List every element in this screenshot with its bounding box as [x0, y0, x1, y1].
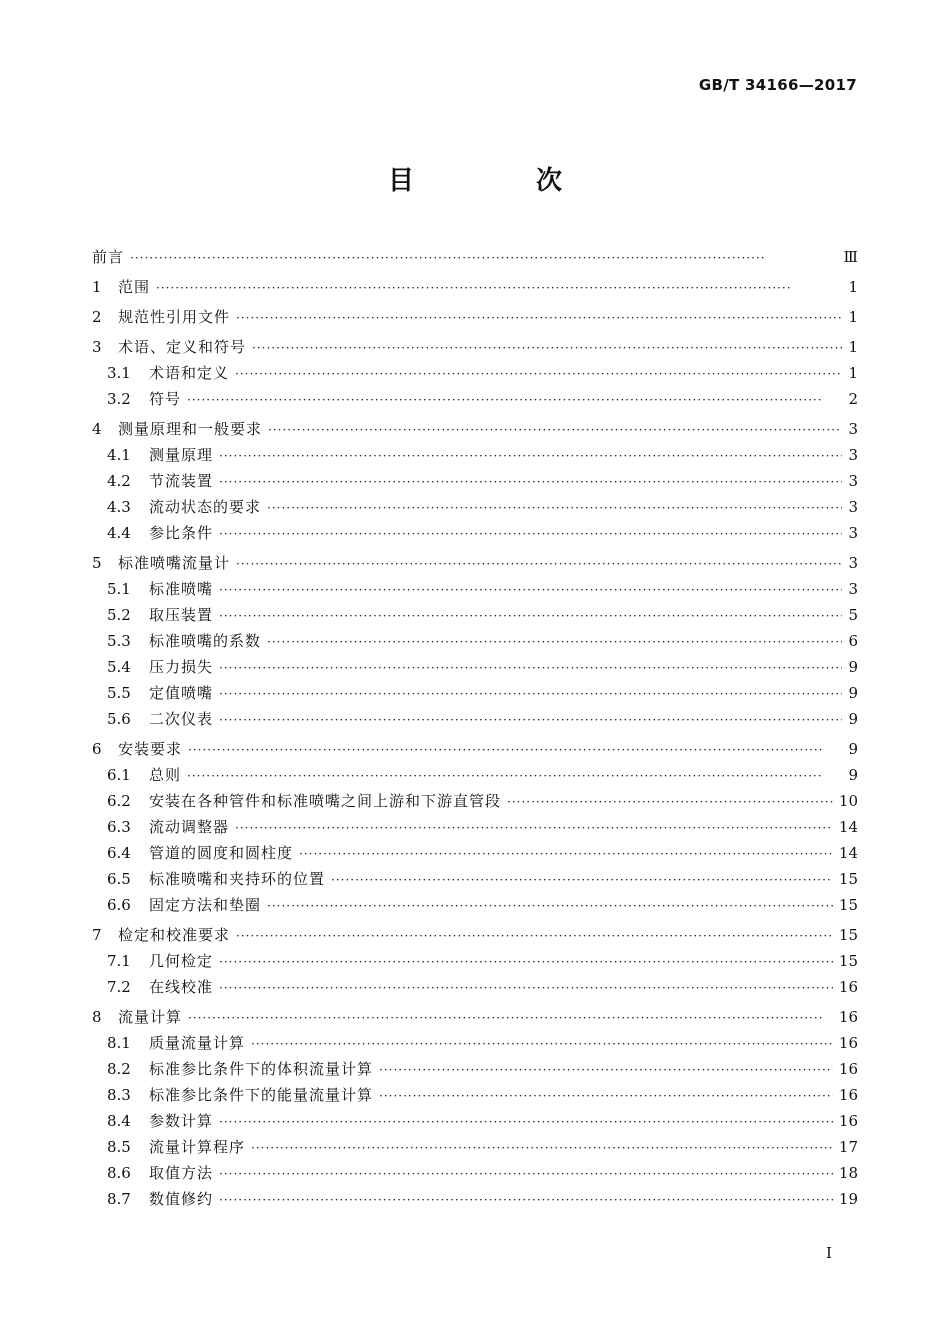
toc-entry[interactable] — [92, 304, 858, 330]
toc-entry-number: 3.2 — [107, 390, 131, 408]
toc-entry-label: 总则 — [149, 766, 182, 784]
toc-entry-page: 3 — [848, 446, 858, 464]
toc-entry-label: 固定方法和垫圈 — [149, 896, 262, 914]
toc-entry-number: 6 — [92, 740, 102, 758]
toc-entry-number: 8.1 — [107, 1034, 131, 1052]
toc-leader-dots — [219, 655, 842, 681]
toc-entry[interactable] — [92, 520, 858, 546]
toc-entry-page: 1 — [848, 338, 858, 356]
toc-entry-label: 术语、定义和符号 — [118, 338, 247, 356]
toc-leader-dots — [156, 275, 842, 301]
toc-entry-page: 14 — [838, 818, 858, 836]
toc-entry-number: 8.3 — [107, 1086, 131, 1104]
toc-entry-label: 数值修约 — [149, 1190, 214, 1208]
toc-entry[interactable] — [92, 1082, 858, 1108]
toc-entry-page: 3 — [848, 472, 858, 490]
toc-entry[interactable] — [92, 360, 858, 386]
toc-leader-dots — [219, 469, 842, 495]
toc-entry[interactable] — [92, 1134, 858, 1160]
toc-entry[interactable] — [92, 386, 858, 412]
toc-entry-label: 二次仪表 — [149, 710, 214, 728]
toc-entry[interactable] — [92, 416, 858, 442]
toc-entry[interactable] — [92, 628, 858, 654]
toc-leader-dots — [219, 975, 833, 1001]
toc-entry-label: 标准喷嘴的系数 — [149, 632, 262, 650]
toc-entry-number: 4.2 — [107, 472, 131, 490]
toc-entry-number: 8 — [92, 1008, 102, 1026]
toc-entry-number: 3 — [92, 338, 102, 356]
toc-entry-number: 8.2 — [107, 1060, 131, 1078]
toc-entry[interactable] — [92, 602, 858, 628]
toc-leader-dots — [507, 789, 833, 815]
toc-entry-label: 参数计算 — [149, 1112, 214, 1130]
toc-entry-page: Ⅲ — [843, 248, 858, 266]
toc-entry-number: 7.1 — [107, 952, 131, 970]
toc-entry-label: 标准参比条件下的能量流量计算 — [149, 1086, 374, 1104]
toc-entry[interactable] — [92, 974, 858, 1000]
toc-entry-label: 标准喷嘴 — [149, 580, 214, 598]
toc-entry-label: 术语和定义 — [149, 364, 230, 382]
toc-entry-number: 5.5 — [107, 684, 131, 702]
toc-entry[interactable] — [92, 1004, 858, 1030]
toc-leader-dots — [219, 707, 842, 733]
toc-leader-dots — [219, 949, 833, 975]
toc-entry[interactable] — [92, 550, 858, 576]
toc-entry-number: 6.2 — [107, 792, 131, 810]
toc-entry[interactable] — [92, 788, 858, 814]
toc-entry-page: 2 — [848, 390, 858, 408]
toc-entry-page: 14 — [838, 844, 858, 862]
toc-entry-page: 6 — [848, 632, 858, 650]
toc-entry[interactable] — [92, 948, 858, 974]
toc-entry-label: 压力损失 — [149, 658, 214, 676]
toc-entry[interactable] — [92, 654, 858, 680]
toc-leader-dots — [235, 361, 842, 387]
toc-leader-dots — [268, 417, 842, 443]
toc-entry-page: 15 — [838, 896, 858, 914]
toc-leader-dots — [299, 841, 833, 867]
toc-entry-label: 检定和校准要求 — [118, 926, 231, 944]
toc-entry-page: 16 — [838, 1086, 858, 1104]
toc-entry-number: 4.4 — [107, 524, 131, 542]
toc-leader-dots — [251, 1135, 833, 1161]
toc-leader-dots — [219, 681, 842, 707]
toc-entry-label: 流动调整器 — [149, 818, 230, 836]
toc-entry[interactable] — [92, 892, 858, 918]
toc-entry-number: 5 — [92, 554, 102, 572]
toc-entry[interactable] — [92, 442, 858, 468]
toc-entry-number: 5.6 — [107, 710, 131, 728]
toc-entry-label: 质量流量计算 — [149, 1034, 246, 1052]
toc-entry-page: 15 — [838, 926, 858, 944]
toc-entry-page: 9 — [848, 740, 858, 758]
toc-entry-number: 4.3 — [107, 498, 131, 516]
toc-entry-label: 节流装置 — [149, 472, 214, 490]
toc-entry-page: 9 — [848, 766, 858, 784]
toc-entry-number: 5.1 — [107, 580, 131, 598]
toc-entry-label: 范围 — [118, 278, 151, 296]
toc-entry-page: 16 — [838, 1034, 858, 1052]
toc-entry-label: 流量计算程序 — [149, 1138, 246, 1156]
toc-entry-number: 5.4 — [107, 658, 131, 676]
toc-entry-page: 15 — [838, 952, 858, 970]
toc-entry-label: 在线校准 — [149, 978, 214, 996]
toc-entry-number: 5.3 — [107, 632, 131, 650]
toc-leader-dots — [219, 1187, 833, 1213]
toc-entry-label: 符号 — [149, 390, 182, 408]
toc-leader-dots — [251, 1031, 833, 1057]
page-title: 目 次 — [387, 166, 610, 196]
toc-entry-label: 流量计算 — [118, 1008, 183, 1026]
toc-entry[interactable] — [92, 576, 858, 602]
toc-entry[interactable] — [92, 468, 858, 494]
toc-leader-dots — [219, 1109, 833, 1135]
toc-entry[interactable] — [92, 814, 858, 840]
toc-entry[interactable] — [92, 1108, 858, 1134]
toc-leader-dots — [219, 1161, 833, 1187]
toc-entry-number: 4.1 — [107, 446, 131, 464]
toc-entry-page: 3 — [848, 420, 858, 438]
toc-entry-label: 标准喷嘴和夹持环的位置 — [149, 870, 326, 888]
toc-entry-page: 19 — [838, 1190, 858, 1208]
toc-entry[interactable] — [92, 680, 858, 706]
toc-entry[interactable] — [92, 1160, 858, 1186]
toc-entry-page: 18 — [838, 1164, 858, 1182]
toc-entry-page: 3 — [848, 580, 858, 598]
table-of-contents — [92, 244, 858, 1212]
toc-entry[interactable] — [92, 1030, 858, 1056]
toc-entry-page: 16 — [838, 1008, 858, 1026]
toc-leader-dots — [236, 551, 842, 577]
toc-entry-label: 安装在各种管件和标准喷嘴之间上游和下游直管段 — [149, 792, 502, 810]
toc-entry-number: 7.2 — [107, 978, 131, 996]
toc-entry-number: 6.5 — [107, 870, 131, 888]
toc-entry-number: 1 — [92, 278, 102, 296]
toc-entry-number: 6.6 — [107, 896, 131, 914]
toc-entry[interactable] — [92, 1186, 858, 1212]
toc-entry[interactable] — [92, 762, 858, 788]
toc-entry-label: 取值方法 — [149, 1164, 214, 1182]
toc-entry-label: 管道的圆度和圆柱度 — [149, 844, 294, 862]
toc-entry-number: 7 — [92, 926, 102, 944]
toc-entry-number: 8.5 — [107, 1138, 131, 1156]
toc-entry-label: 测量原理 — [149, 446, 214, 464]
toc-leader-dots — [219, 521, 842, 547]
toc-entry-page: 16 — [838, 1060, 858, 1078]
toc-entry-page: 16 — [838, 978, 858, 996]
toc-entry-page: 1 — [848, 278, 858, 296]
toc-entry-page: 5 — [848, 606, 858, 624]
toc-leader-dots — [187, 763, 842, 789]
toc-leader-dots — [235, 815, 833, 841]
toc-entry-page: 10 — [838, 792, 858, 810]
toc-leader-dots — [187, 387, 842, 413]
toc-entry[interactable] — [92, 866, 858, 892]
toc-entry-number: 6.3 — [107, 818, 131, 836]
toc-entry-label: 定值喷嘴 — [149, 684, 214, 702]
toc-entry-number: 2 — [92, 308, 102, 326]
toc-entry-page: 9 — [848, 684, 858, 702]
toc-entry-label: 流动状态的要求 — [149, 498, 262, 516]
toc-leader-dots — [188, 1005, 833, 1031]
toc-entry-number: 5.2 — [107, 606, 131, 624]
toc-entry-page: 3 — [848, 524, 858, 542]
toc-entry-page: 1 — [848, 308, 858, 326]
toc-leader-dots — [188, 737, 842, 763]
toc-entry[interactable] — [92, 1056, 858, 1082]
toc-leader-dots — [219, 577, 842, 603]
standard-code: GB/T 34166—2017 — [698, 76, 857, 94]
toc-entry-label: 测量原理和一般要求 — [118, 420, 263, 438]
toc-entry-page: 17 — [838, 1138, 858, 1156]
toc-entry[interactable] — [92, 494, 858, 520]
toc-entry-number: 6.1 — [107, 766, 131, 784]
toc-leader-dots — [267, 629, 842, 655]
toc-entry-label: 取压装置 — [149, 606, 214, 624]
toc-entry[interactable] — [92, 840, 858, 866]
toc-entry[interactable] — [92, 334, 858, 360]
toc-entry[interactable] — [92, 244, 858, 270]
toc-entry-page: 9 — [848, 710, 858, 728]
toc-entry-label: 前言 — [92, 248, 125, 266]
toc-entry-number: 8.4 — [107, 1112, 131, 1130]
toc-entry-number: 3.1 — [107, 364, 131, 382]
toc-entry-number: 8.7 — [107, 1190, 131, 1208]
toc-entry-label: 几何检定 — [149, 952, 214, 970]
toc-entry-number: 8.6 — [107, 1164, 131, 1182]
toc-entry-label: 参比条件 — [149, 524, 214, 542]
toc-entry-label: 标准参比条件下的体积流量计算 — [149, 1060, 374, 1078]
toc-leader-dots — [219, 603, 842, 629]
toc-leader-dots — [252, 335, 842, 361]
toc-leader-dots — [219, 443, 842, 469]
page-number: I — [826, 1244, 832, 1262]
toc-leader-dots — [379, 1083, 833, 1109]
toc-entry-label: 安装要求 — [118, 740, 183, 758]
toc-entry-page: 16 — [838, 1112, 858, 1130]
toc-leader-dots — [236, 305, 842, 331]
toc-leader-dots — [236, 923, 833, 949]
toc-leader-dots — [267, 893, 833, 919]
toc-entry-page: 9 — [848, 658, 858, 676]
toc-entry-page: 15 — [838, 870, 858, 888]
toc-leader-dots — [130, 245, 838, 271]
toc-entry-page: 3 — [848, 554, 858, 572]
toc-leader-dots — [331, 867, 833, 893]
toc-entry-number: 4 — [92, 420, 102, 438]
toc-entry-number: 6.4 — [107, 844, 131, 862]
toc-leader-dots — [379, 1057, 833, 1083]
toc-leader-dots — [267, 495, 842, 521]
toc-entry[interactable] — [92, 274, 858, 300]
toc-entry[interactable] — [92, 736, 858, 762]
toc-entry-label: 标准喷嘴流量计 — [118, 554, 231, 572]
toc-entry[interactable] — [92, 706, 858, 732]
toc-entry[interactable] — [92, 922, 858, 948]
toc-entry-page: 1 — [848, 364, 858, 382]
toc-entry-page: 3 — [848, 498, 858, 516]
toc-entry-label: 规范性引用文件 — [118, 308, 231, 326]
